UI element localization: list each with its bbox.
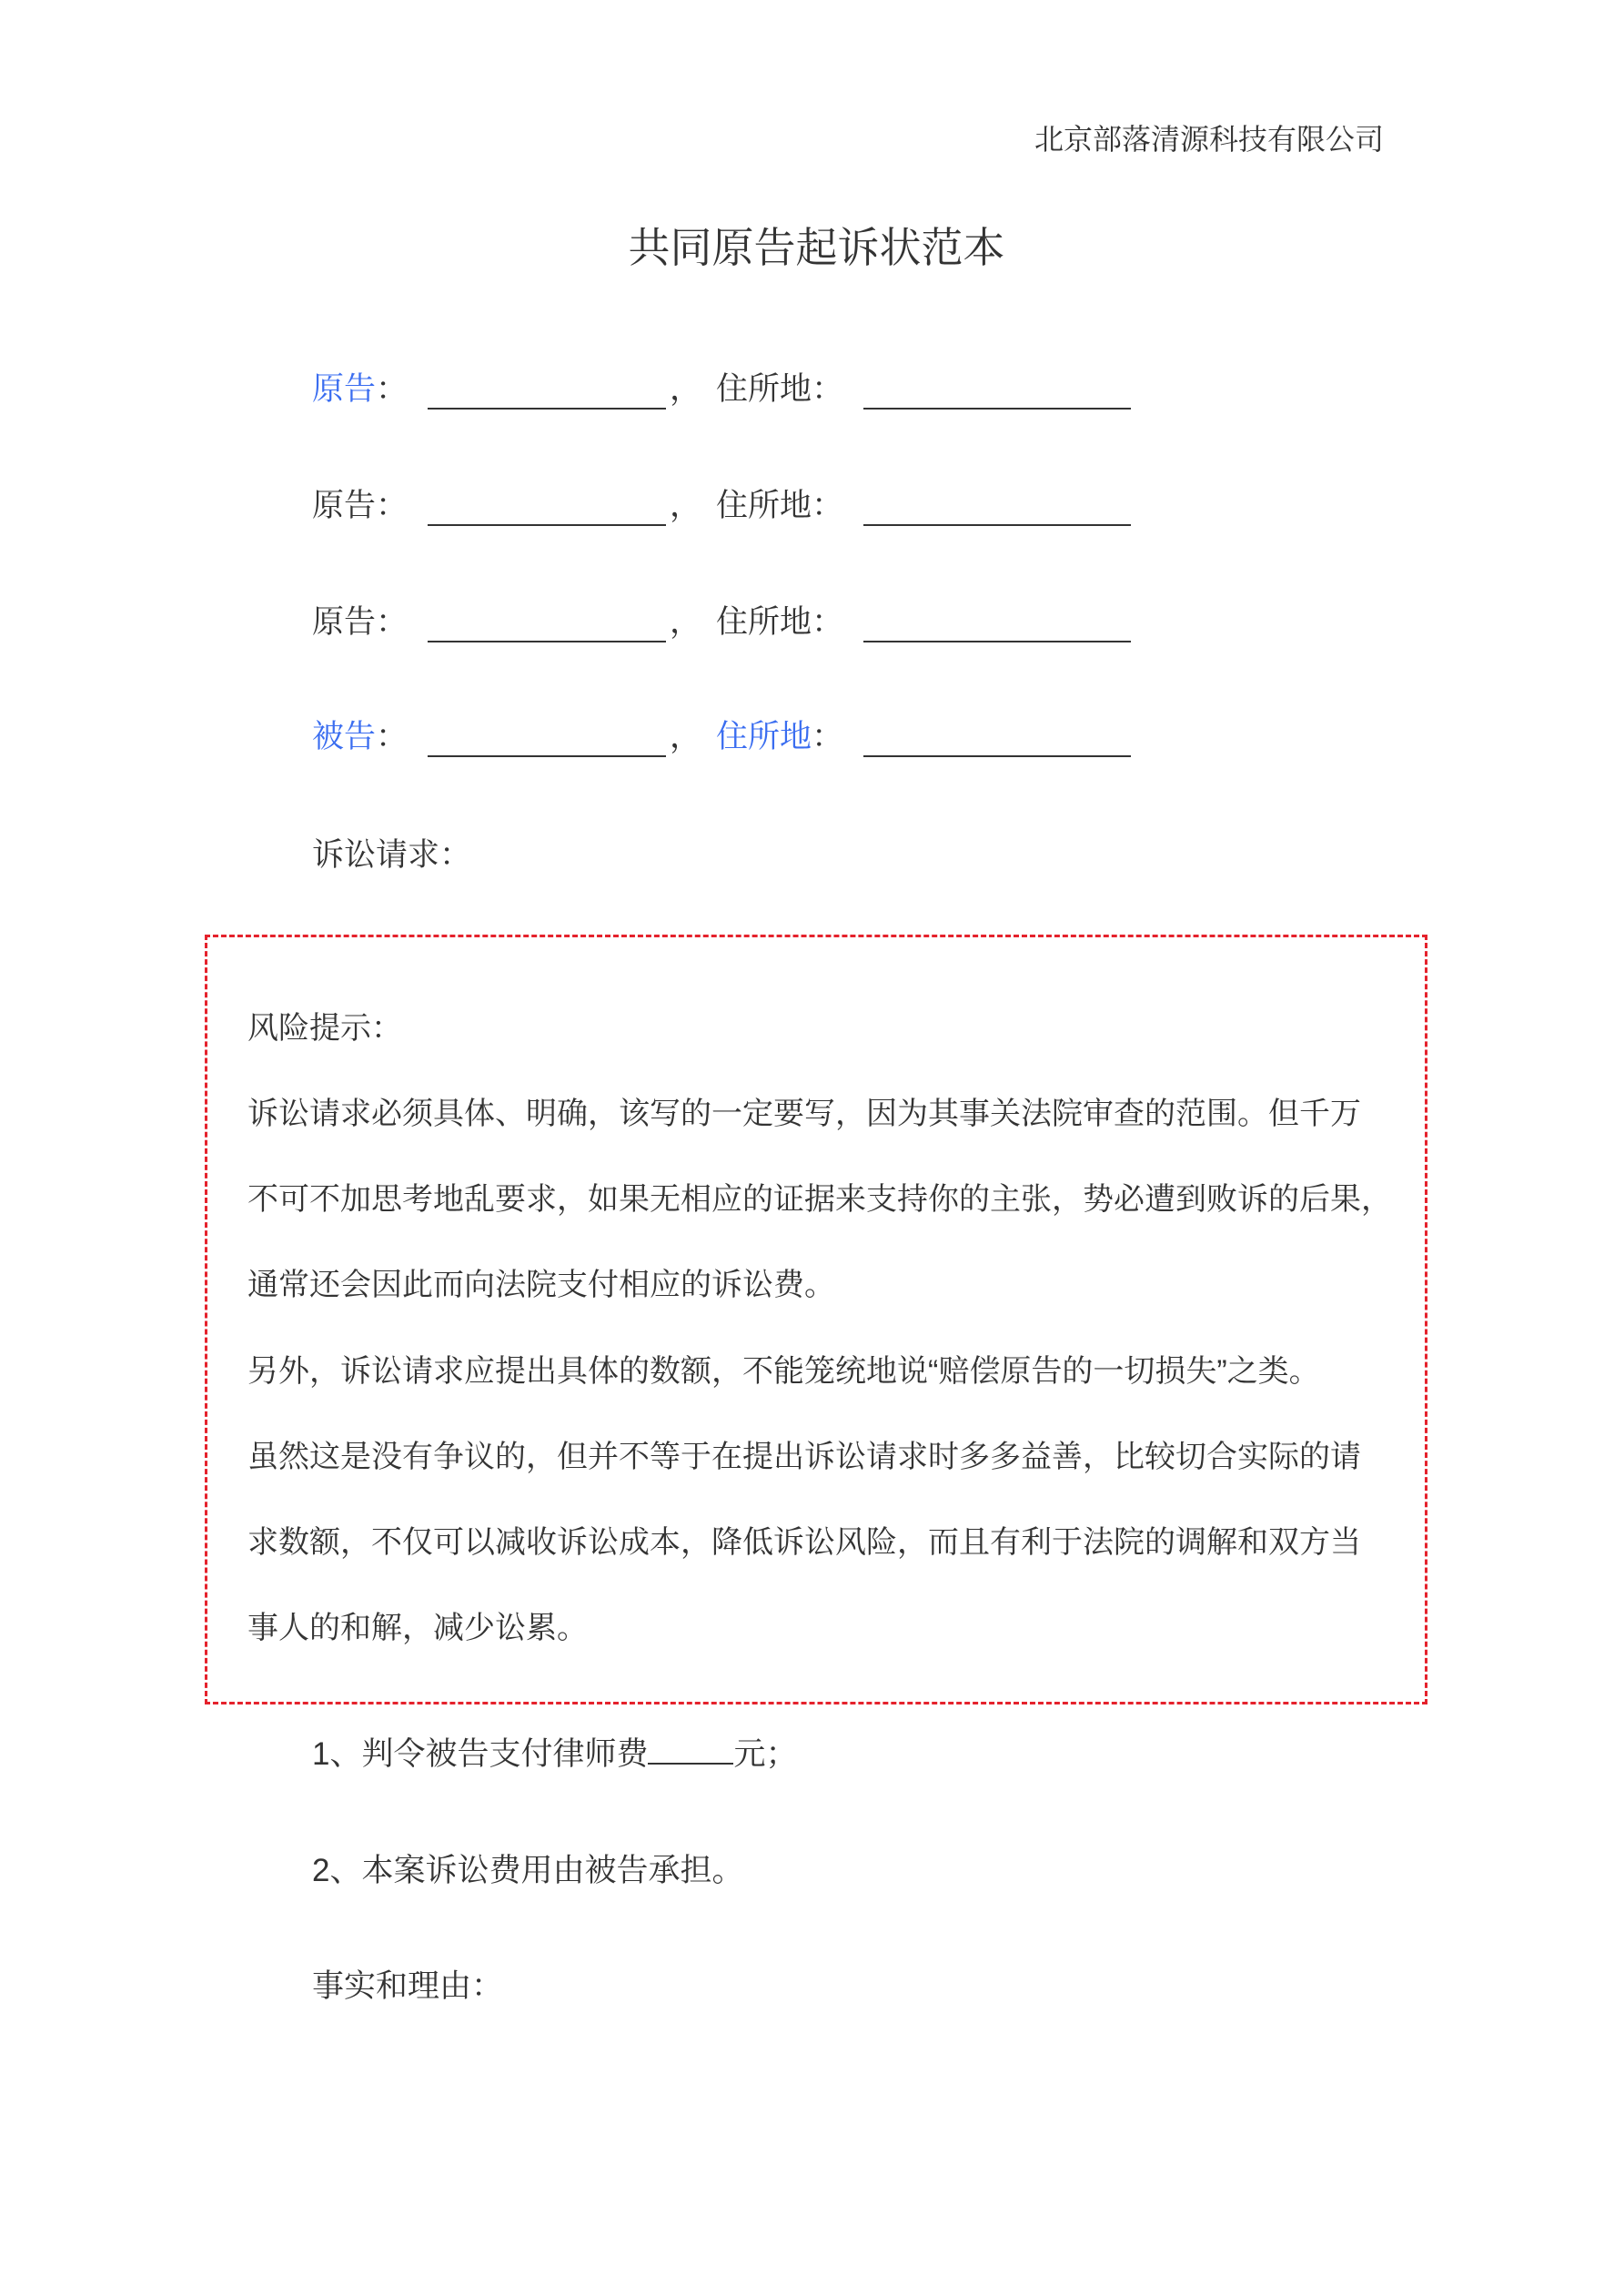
- address-blank[interactable]: [863, 497, 1131, 526]
- claim-item-2: 2、本案诉讼费用由被告承担。: [312, 1853, 744, 1888]
- document-title: 共同原告起诉状范本: [628, 224, 1005, 271]
- party-row-plaintiff-2: [312, 480, 1131, 526]
- party-row-defendant: [312, 712, 1131, 757]
- colon: ：: [376, 488, 409, 523]
- risk-tip-line: 虽然这是没有争议的，但并不等于在提出诉讼请求时多多益善，比较切合实际的请: [247, 1440, 1361, 1474]
- colon: ：: [812, 604, 844, 640]
- colon: ：: [376, 371, 409, 407]
- risk-tip-line: 诉讼请求必须具体、明确，该写的一定要写，因为其事关法院审查的范围。但千万: [247, 1097, 1361, 1131]
- colon: ：: [376, 604, 409, 640]
- risk-tip-line: 通常还会因此而向法院支付相应的诉讼费。: [247, 1268, 835, 1302]
- comma: ，: [670, 488, 702, 523]
- name-blank[interactable]: [428, 728, 666, 757]
- address-label: 住所地: [716, 604, 812, 640]
- risk-tip-line: 事人的和解，减少讼累。: [247, 1611, 588, 1645]
- party-label[interactable]: 原告: [312, 371, 377, 407]
- comma: ，: [670, 719, 702, 754]
- party-label: 原告: [312, 604, 377, 640]
- address-label: 住所地: [716, 488, 812, 523]
- colon: ：: [812, 719, 844, 754]
- risk-tip-title: 风险提示：: [247, 1011, 402, 1046]
- address-blank[interactable]: [863, 728, 1131, 757]
- colon: ：: [376, 719, 409, 754]
- colon: ：: [812, 488, 844, 523]
- facts-heading: 事实和理由：: [312, 1968, 504, 2004]
- party-label[interactable]: 被告: [312, 719, 377, 754]
- claims-heading: 诉讼请求：: [312, 837, 472, 873]
- claim-item-1: [312, 1729, 797, 1775]
- comma: ，: [670, 371, 702, 407]
- address-blank[interactable]: [863, 613, 1131, 642]
- colon: ：: [812, 371, 844, 407]
- party-label: 原告: [312, 488, 377, 523]
- amount-blank[interactable]: [648, 1735, 733, 1765]
- address-label: 住所地: [716, 371, 812, 407]
- claim-item-1-text: 1、判令被告支付律师费: [312, 1736, 649, 1772]
- address-label[interactable]: 住所地: [716, 719, 812, 754]
- risk-tip-line: 另外，诉讼请求应提出具体的数额，不能笼统地说“赔偿原告的一切损失”之类。: [247, 1354, 1320, 1389]
- name-blank[interactable]: [428, 613, 666, 642]
- risk-tip-line: 求数额，不仅可以减收诉讼成本，降低诉讼风险，而且有利于法院的调解和双方当: [247, 1525, 1361, 1560]
- party-row-plaintiff-3: [312, 597, 1131, 642]
- company-name: 北京部落清源科技有限公司: [1034, 123, 1384, 156]
- risk-tip-box: [205, 935, 1427, 1704]
- party-row-plaintiff-1: [312, 364, 1131, 410]
- risk-tip-line: 不可不加思考地乱要求，如果无相应的证据来支持你的主张，势必遭到败诉的后果，: [247, 1182, 1392, 1217]
- name-blank[interactable]: [428, 380, 666, 410]
- name-blank[interactable]: [428, 497, 666, 526]
- address-blank[interactable]: [863, 380, 1131, 410]
- comma: ，: [670, 604, 702, 640]
- claim-item-1-unit: 元；: [733, 1736, 798, 1772]
